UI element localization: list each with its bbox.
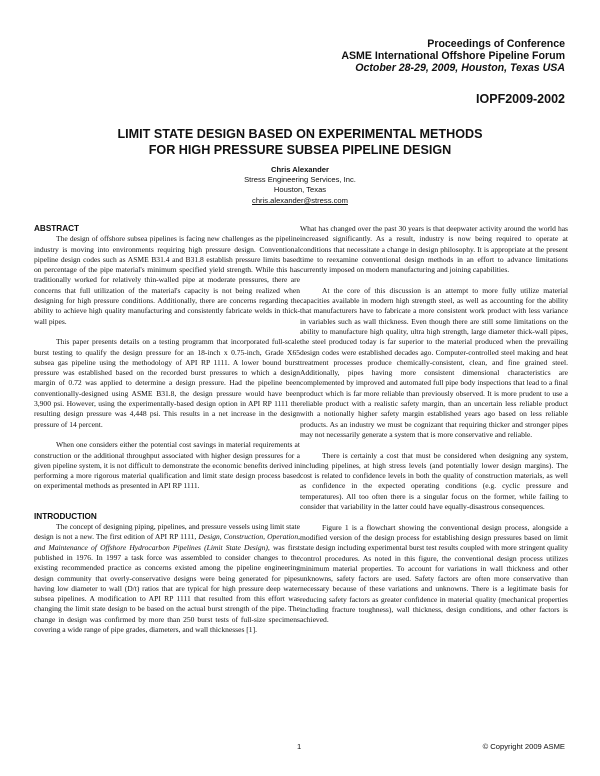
author-location: Houston, Texas	[273, 185, 327, 195]
abstract-paragraph-2: This paper presents details on a testing programm that incorporated full-scale burst testing to qualify the design pressure for an 18-inch x 0.75-inch, Grade X65 subsea gas pipeline using the methodology of API RP 1111. A lower bound burst pressure was established based on the recorded burst pressures to which a design margin of 0.72 was applied to determine a design pressure. Had the pipeline been conventionally-designed using ASME B31.8, the design pressure would have been 3,900 psi. However, using the experimentally-based design option in API RP 1111 the resulting design pressure was 4,448 psi. This results in a net increase in the design pressure of 14 percent.	[34, 337, 300, 429]
copyright-notice: © Copyright 2009 ASME	[482, 742, 565, 751]
paper-title	[0, 126, 600, 158]
author-block	[0, 165, 600, 206]
intro-text-end: , was first published in 1976. In 1997 a task force was assembled to consider changes to the existing recommended practice as concerns existed among the pipeline engineering design community that overly-conservative designs were being generated for pipes having low diameter to wall (D/t) ratios that are typical for high pressure deep water subsea pipelines. A modification to API RP 1111 that resulted from this effort was changing the limit state design to be based on the actual burst strength of the pipe. The change in design was confirmed by more than 250 burst tests of full-size specimens covering a wide range of pipe grades, diameters, and wall thicknesses [1].	[34, 542, 301, 634]
abstract-paragraph-3: When one considers either the potential cost savings in material requirements at construction or the additional throughput associated with higher design pressures for a given pipeline system, it is not difficult to demonstrate the economic benefits derived in performing a more rigorous material qualification and limit state design process based on experimental methods as presented in API RP 1111.	[34, 440, 300, 491]
right-paragraph-1: What has changed over the past 30 years is that deepwater activity around the world has increased significantly. As a result, industry is now being required to operate at conditions that necessitate a change in design philosophy. It is appropriate at the present time to reexamine conventional design methods in an effort to advance limitations currently imposed on modern manufacturing and joining capabilities.	[300, 224, 568, 275]
paper-id: IOPF2009-2002	[476, 92, 565, 106]
introduction-heading: INTRODUCTION	[34, 511, 97, 521]
author-email-link[interactable]: chris.alexander@stress.com	[252, 195, 348, 205]
abstract-heading: ABSTRACT	[34, 224, 80, 233]
date-location-line: October 28-29, 2009, Houston, Texas USA	[355, 62, 565, 74]
right-paragraph-4: Figure 1 is a flowchart showing the conventional design process, alongside a modified version of the design process for establishing design pressures based on limit state design including experimental burst test results coupled with more stringent quality control procedures. As noted in this figure, the conventional design process utilizes minimum material properties. To account for variations in wall thickness and other unknowns, safety factors are used. Safety factors are often more conservative than necessary because of these variations and unknowns. There is a legitimate basis for reducing safety factors as greater confidence in material quality (mechanical properties including fracture toughness), wall thickness, design conditions, and other factors is achieved.	[300, 522, 568, 625]
title-line-1: LIMIT STATE DESIGN BASED ON EXPERIMENTAL METHODS	[117, 127, 483, 141]
intro-text-start: The concept of designing piping, pipelines, and pressure vessels using limit state design is not a new. The first edition of API RP 1111,	[34, 522, 300, 542]
right-column	[300, 224, 568, 636]
right-paragraph-2: At the core of this discussion is an attempt to more fully utilize material capacities available in modern high strength steel, as well as accounting for the ability that manufacturers have to fabricate a more consistent work product with less variance in variables such as wall thickness. Even though there are still some limitations on the ability to manufacture high quality, ultra high strength, large diameter thick-wall pipes, the steel produced today is far superior to the material produced when the prevailing design codes were established decades ago. Computer-controlled steel making and heat treatment processes produce chemically-consistent, clean, and fine grained steel. Additionally, pipes having more consistent dimensional characteristics are complemented by improved and automated full pipe body inspections that lead to a final product which is far more reliable than previously observed. It is more prudent to use a reliable product with a realistic safety margin, than an uncertain less reliable product with a notionally higher safety margin established years ago based on less reliable products. As an industry we must be cognizant that requiring thicker and stronger pipes may not necessarily generate a system that is more conservative and reliable.	[300, 285, 568, 439]
cited-document-title: Design, Construction, Operation, and Maintenance of Offshore Hydrocarbon Pipelines (Limit State Design)	[34, 532, 300, 552]
abstract-paragraph-1: The design of offshore subsea pipelines is facing new challenges as the pipeline industry is moving into environments requiring high pressure design. Conventional pipeline design codes such as ASME B31.4 and B31.8 establish pressure limits based on percentage of the pipe material's minimum specified yield strength. While this has traditionally worked for relatively thin-walled pipe at moderate pressures, there are concerns that full utilization of the material's capacity is not being realized when designing for high pressure conditions. Additionally, there are concerns regarding the ability to achieve high quality manufacturing and consistently fabricate welds in thick-wall pipes.	[34, 234, 300, 326]
conference-header	[341, 38, 565, 74]
introduction-paragraph-1	[34, 522, 300, 635]
title-line-2: FOR HIGH PRESSURE SUBSEA PIPELINE DESIGN	[148, 143, 452, 157]
left-column	[34, 224, 300, 646]
author-name: Chris Alexander	[271, 165, 329, 174]
page-number: 1	[297, 742, 302, 751]
forum-line: ASME International Offshore Pipeline Forum	[341, 50, 565, 62]
author-affiliation: Stress Engineering Services, Inc.	[244, 175, 356, 185]
proceedings-line: Proceedings of Conference	[427, 38, 565, 50]
right-paragraph-3: There is certainly a cost that must be considered when designing any system, including pipelines, at high stress levels (and potentially lower design margins). The cost is related to confidence levels in both the quality of construction materials, as well as confidence in the expected operating conditions (e.g. cyclic pressure and temperatures). All too often there is a singular focus on the former, while failing to consider that variability in the latter could have equally-disastrous consequences.	[300, 450, 568, 512]
